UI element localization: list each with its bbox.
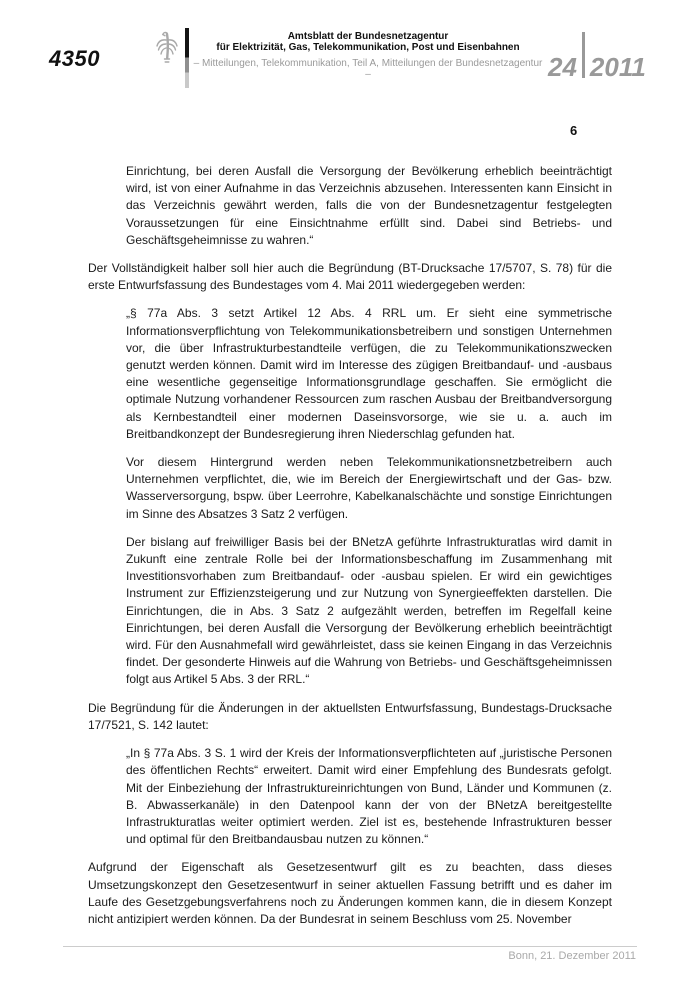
gazette-page-code: 4350 bbox=[49, 46, 100, 71]
quote-paragraph-77a-abs3: „§ 77a Abs. 3 setzt Artikel 12 Abs. 4 RRL um. Er sieht eine symmetrische Informationsverpflichtung von Telekommunikationsbetreibern und sonstigen Unternehmen vor, die über Infrastrukturbestandteile verfügen, die zu Telekommunikationszwecken genutzt werden können. Damit wird im Interesse des zügigen Breitbandauf- und -ausbaus eine wesentliche gegenseitige Informationsgrundlage geschaffen. Sie ermöglicht die optimale Nutzung vorhandener Ressourcen zum raschen Ausbau der Breitbandversorgung als Kernbestandteil einer modernen Daseinsvorsorge, wie sie u. a. auch im Breitbandkonzept der Bundesregierung ihren Niederschlag gefunden hat. bbox=[126, 306, 612, 441]
header-divider-bar bbox=[185, 28, 189, 88]
issue-label bbox=[548, 32, 646, 82]
gazette-title-line1: Amtsblatt der Bundesnetzagentur bbox=[287, 31, 449, 42]
body-paragraph-aenderungen-intro: Die Begründung für die Änderungen in der aktuellsten Entwurfsfassung, Bundestags-Drucksache 17/7521, S. 142 lautet: bbox=[88, 700, 612, 732]
quote-paragraph-hintergrund: Vor diesem Hintergrund werden neben Telekommunikationsnetzbetreibern auch Unternehmen verpflichtet, die, wie im Bereich der Energiewirtschaft und der Gas- bzw. Wasserversorgung, bspw. über Leerrohre, Kabelkanalschächte und sonstige Einrichtungen im Sinne des Absatzes 3 Satz 2 verfügen. bbox=[126, 455, 612, 521]
issue-separator-bar bbox=[582, 32, 585, 78]
issue-number: 24 bbox=[548, 52, 577, 82]
federal-eagle-icon bbox=[155, 30, 179, 69]
body-paragraph-gesetzesentwurf: Aufgrund der Eigenschaft als Gesetzesentwurf gilt es zu beachten, dass dieses Umsetzungskonzept den Gesetzesentwurf in seiner aktuellen Fassung betrifft und es daher im Laufe des Gesetzgebungsverfahrens noch zu Änderungen kommen kann, die in diesem Konzept nicht antizipiert werden können. Da der Bundesrat in seinem Beschluss vom 25. November bbox=[88, 860, 612, 926]
body-paragraph-begruendung-intro: Der Vollständigkeit halber soll hier auch die Begründung (BT-Drucksache 17/5707, S. 78) für die erste Entwurfsfassung des Bundestages vom 4. Mai 2011 wiedergegeben werden: bbox=[88, 261, 612, 293]
document-body bbox=[88, 163, 612, 939]
footer-dateline: Bonn, 21. Dezember 2011 bbox=[508, 950, 636, 962]
quote-paragraph-infrastrukturatlas: Der bislang auf freiwilliger Basis bei der BNetzA geführte Infrastrukturatlas wird damit in Zukunft eine zentrale Rolle bei der Informationsbeschaffung im Zusammenhang mit Investitionsvorhaben zum Breitbandauf- oder -ausbau spielen. Er wird ein gewichtiges Instrument zur Effizienzsteigerung und zur Nutzung von Synergieeffekten darstellen. Die Einrichtungen, die in Abs. 3 Satz 2 aufgezählt werden, betreffen im Regelfall keine Einrichtungen, bei deren Ausfall die Versorgung der Bevölkerung erheblich beeinträchtigt wird. Für den Ausnahmefall wird gewährleistet, dass sie keinen Eingang in das Verzeichnis findet. Der gesonderte Hinweis auf die Wahrung von Betriebs- und Geschäftsgeheimnissen folgt aus Artikel 5 Abs. 3 der RRL.“ bbox=[126, 534, 612, 687]
footer-rule bbox=[63, 946, 637, 947]
quote-paragraph-77a-s1: „In § 77a Abs. 3 S. 1 wird der Kreis der Informationsverpflichteten auf „juristische Personen des öffentlichen Rechts“ erweitert. Damit wird einer Empfehlung des Bundesrats gefolgt. Mit der Einbeziehung der Infrastruktureinrichtungen von Bund, Länder und Kommunen (z. B. Abwasserkanäle) in den Datenpool kann der von der BNetzA bereitgestellte Infrastrukturatlas weiter optimiert werden. Ziel ist es, bestehende Infrastrukturen besser und optimal für den Breitbandausbau nutzen zu können.“ bbox=[126, 746, 612, 847]
gazette-title-line2: für Elektrizität, Gas, Telekommunikation, Post und Eisenbahnen bbox=[216, 42, 520, 53]
gazette-masthead bbox=[192, 31, 544, 80]
page-number: 6 bbox=[570, 123, 578, 138]
issue-year: 2011 bbox=[589, 52, 646, 82]
gazette-section-subtitle: – Mitteilungen, Telekommunikation, Teil A, Mitteilungen der Bundesnetzagentur – bbox=[193, 58, 543, 80]
quote-paragraph-continuation: Einrichtung, bei deren Ausfall die Versorgung der Bevölkerung erheblich beeinträchtigt wird, ist von einer Aufnahme in das Verzeichnis abzusehen. Interessenten kann Einsicht in das Verzeichnis gewährt werden, falls die von der Bundesnetzagentur festgelegten Voraussetzungen für eine Einsichtnahme erfüllt sind. Dabei sind Betriebs- und Geschäftsgeheimnisse zu wahren.“ bbox=[126, 164, 612, 247]
